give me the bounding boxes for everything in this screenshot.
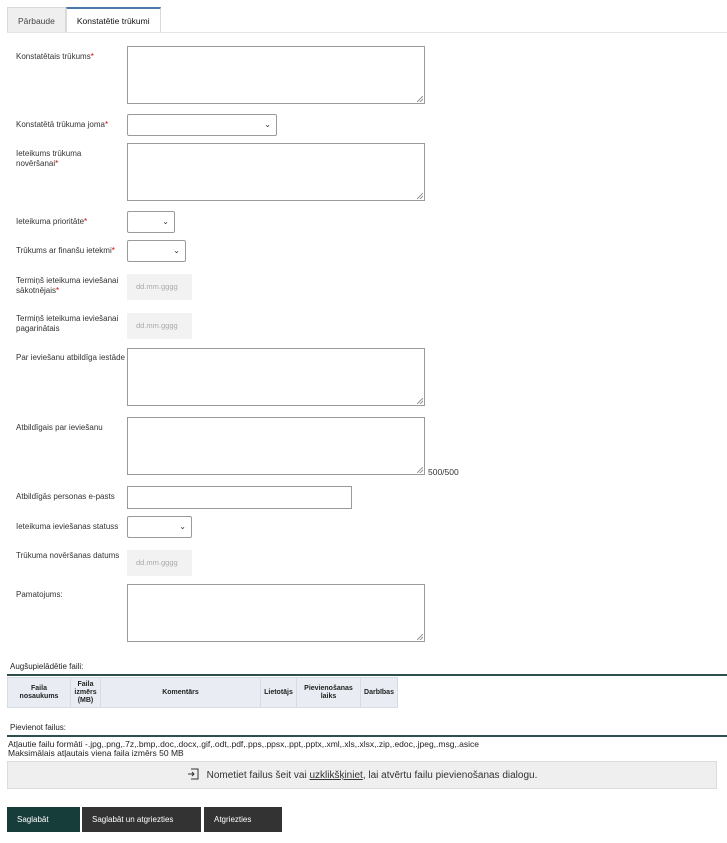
col-comment[interactable]: Komentārs [101, 678, 261, 708]
constatated-label: Konstatētais trūkums* [16, 52, 94, 61]
tab-bar [7, 7, 161, 33]
constatated-textarea[interactable] [127, 46, 425, 104]
resize-grip[interactable] [417, 467, 423, 473]
resolution-date-label: Trūkuma novēršanas datums [16, 551, 120, 560]
allowed-formats [8, 740, 479, 758]
uploaded-files-title: Augšupielādētie faili: [10, 662, 84, 671]
field-label: Konstatētā trūkuma joma* [16, 120, 109, 129]
chevron-down-icon: ⌄ [264, 120, 271, 129]
status-label: Ieteikuma ieviešanas statuss [16, 522, 119, 531]
recommendation-textarea[interactable] [127, 143, 425, 201]
resize-grip[interactable] [417, 398, 423, 404]
chevron-down-icon: ⌄ [162, 217, 169, 226]
dropzone-suffix: , lai atvērtu failu pievienošanas dialogu. [362, 770, 538, 781]
institution-label: Par ieviešanu atbildīga iestāde [16, 353, 125, 362]
resolution-date-input[interactable]: dd.mm.gggg [127, 550, 192, 576]
max-size-text: Maksimālais atļautais viena faila izmērs 50 MB [8, 748, 184, 758]
field-select[interactable] [127, 114, 277, 136]
col-added-time[interactable]: Pievienošanas laiks [297, 678, 361, 708]
justification-label: Pamatojums: [16, 590, 63, 599]
email-input[interactable] [127, 486, 352, 509]
resize-grip[interactable] [417, 96, 423, 102]
col-file-size[interactable]: Faila izmērs (MB) [71, 678, 101, 708]
resize-grip[interactable] [417, 634, 423, 640]
file-dropzone[interactable] [7, 761, 717, 789]
tab-konstatetie-trukumi[interactable]: Konstatētie trūkumi [66, 7, 161, 33]
table-header-row [8, 678, 398, 708]
attach-files-title: Pievienot failus: [10, 723, 67, 732]
justification-textarea[interactable] [127, 584, 425, 642]
file-upload-icon [187, 768, 199, 780]
uploaded-files-rule [7, 674, 727, 676]
recommendation-label: Ieteikums trūkuma novēršanai* [16, 149, 82, 168]
responsible-char-counter: 500/500 [428, 467, 459, 477]
responsible-label: Atbildīgais par ieviešanu [16, 423, 103, 432]
email-label: Atbildīgās personas e-pasts [16, 492, 115, 501]
institution-textarea[interactable] [127, 348, 425, 406]
attach-files-rule [7, 735, 727, 737]
deadline-extended-input[interactable]: dd.mm.gggg [127, 313, 192, 339]
chevron-down-icon: ⌄ [179, 522, 186, 531]
col-file-name[interactable]: Faila nosaukums [8, 678, 71, 708]
return-button[interactable]: Atgriezties [204, 807, 282, 832]
dropzone-prefix: Nometiet failus šeit vai [206, 770, 310, 781]
uploaded-files-table [7, 677, 398, 708]
deadline-initial-input[interactable]: dd.mm.gggg [127, 274, 192, 300]
financial-label: Trūkums ar finanšu ietekmi* [16, 246, 115, 255]
deadline-initial-label: Termiņš ieteikuma ieviešanai sākotnējais* [16, 276, 119, 295]
dropzone-click-link[interactable]: uzklikšķiniet [309, 770, 363, 781]
save-and-return-button[interactable]: Saglabāt un atgriezties [82, 807, 201, 832]
tab-parbaude[interactable]: Pārbaude [7, 7, 66, 33]
responsible-textarea[interactable] [127, 417, 425, 475]
deadline-extended-label: Termiņš ieteikuma ieviešanai pagarinātais [16, 314, 119, 333]
save-button[interactable]: Saglabāt [7, 807, 80, 832]
resize-grip[interactable] [417, 193, 423, 199]
chevron-down-icon: ⌄ [173, 246, 180, 255]
col-user[interactable]: Lietotājs [261, 678, 297, 708]
financial-select[interactable] [127, 240, 186, 262]
col-actions: Darbības [361, 678, 398, 708]
tabs-divider [7, 32, 727, 33]
priority-label: Ieteikuma prioritāte* [16, 217, 88, 226]
allowed-formats-text: Atļautie failu formāti -.jpg,.png,.7z,.bmp,.doc,.docx,.gif,.odt,.pdf,.pps,.ppsx,.ppt,.pptx,.xml,.xls,.xlsx,.zip,.edoc,.jpeg,.msg,.asice [8, 739, 480, 749]
priority-select[interactable] [127, 211, 175, 233]
status-select[interactable] [127, 516, 192, 538]
